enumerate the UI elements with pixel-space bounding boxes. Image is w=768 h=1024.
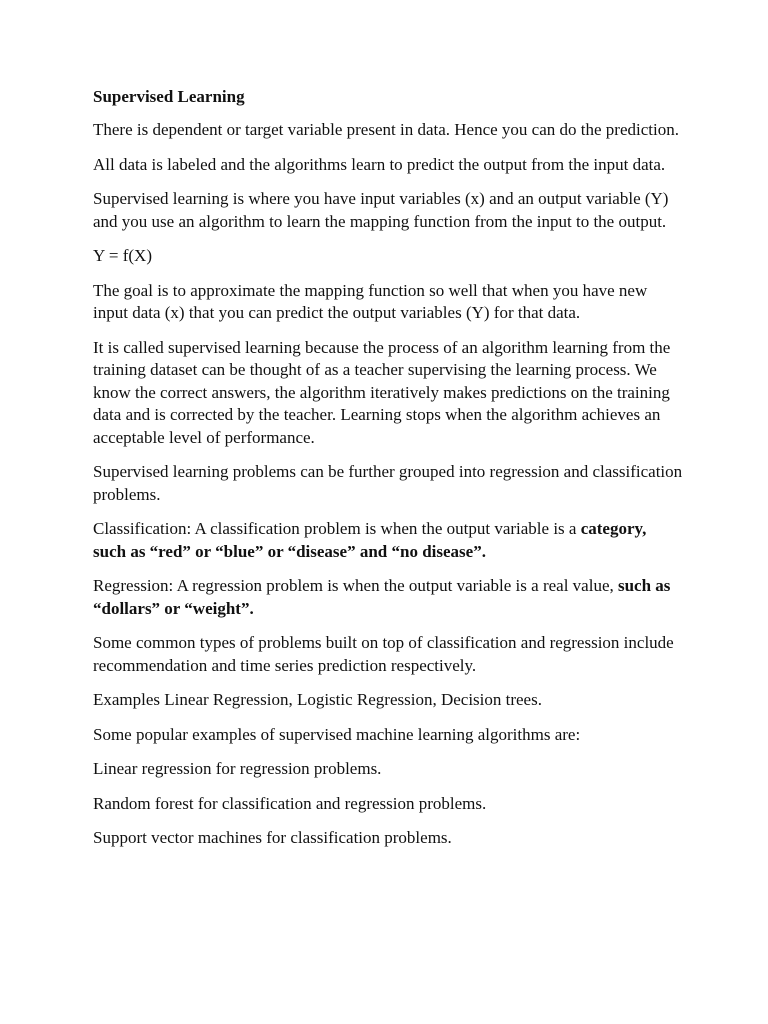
- paragraph-why-called-supervised: It is called supervised learning because the process of an algorithm learning from the training dataset can be thought of as a teacher supervising the learning process. We know the correct answers, the algorithm iteratively makes predictions on the training data and is corrected by the teacher. Learning stops when the algorithm achieves an acceptable level of performance.: [93, 337, 671, 447]
- paragraph-examples: Examples Linear Regression, Logistic Regression, Decision trees.: [93, 690, 542, 709]
- document-title: Supervised Learning: [93, 87, 245, 106]
- regression-text: Regression: A regression problem is when the output variable is a real value,: [93, 576, 618, 595]
- paragraph-labeled-data: All data is labeled and the algorithms learn to predict the output from the input data.: [93, 154, 666, 174]
- paragraph-common-problems: Some common types of problems built on top of classification and regression include recommendation and time series prediction respectively.: [93, 633, 674, 675]
- paragraph-svm: Support vector machines for classification problems.: [93, 828, 452, 847]
- paragraph-classification: [93, 518, 683, 563]
- paragraph-definition: Supervised learning is where you have input variables (x) and an output variable (Y) and you use an algorithm to learn the mapping function from the input to the output.: [93, 189, 669, 231]
- classification-examples: category, such as “red” or “blue” or “disease” and “no disease”.: [93, 519, 647, 561]
- paragraph-regression: [93, 575, 683, 620]
- paragraph-target-variable: There is dependent or target variable present in data. Hence you can do the prediction.: [93, 120, 679, 139]
- paragraph-random-forest: Random forest for classification and regression problems.: [93, 793, 487, 813]
- paragraph-grouping: Supervised learning problems can be further grouped into regression and classification problems.: [93, 462, 683, 504]
- paragraph-formula: Y = f(X): [93, 246, 152, 265]
- paragraph-popular-algorithms: Some popular examples of supervised machine learning algorithms are:: [93, 724, 581, 744]
- paragraph-linear-regression: Linear regression for regression problems.: [93, 759, 382, 778]
- document-body: [93, 86, 683, 862]
- classification-text: Classification: A classification problem is when the output variable is a: [93, 519, 581, 538]
- paragraph-goal: The goal is to approximate the mapping function so well that when you have new input data (x) that you can predict the output variables (Y) for that data.: [93, 280, 648, 322]
- regression-examples: such as “dollars” or “weight”.: [93, 576, 671, 618]
